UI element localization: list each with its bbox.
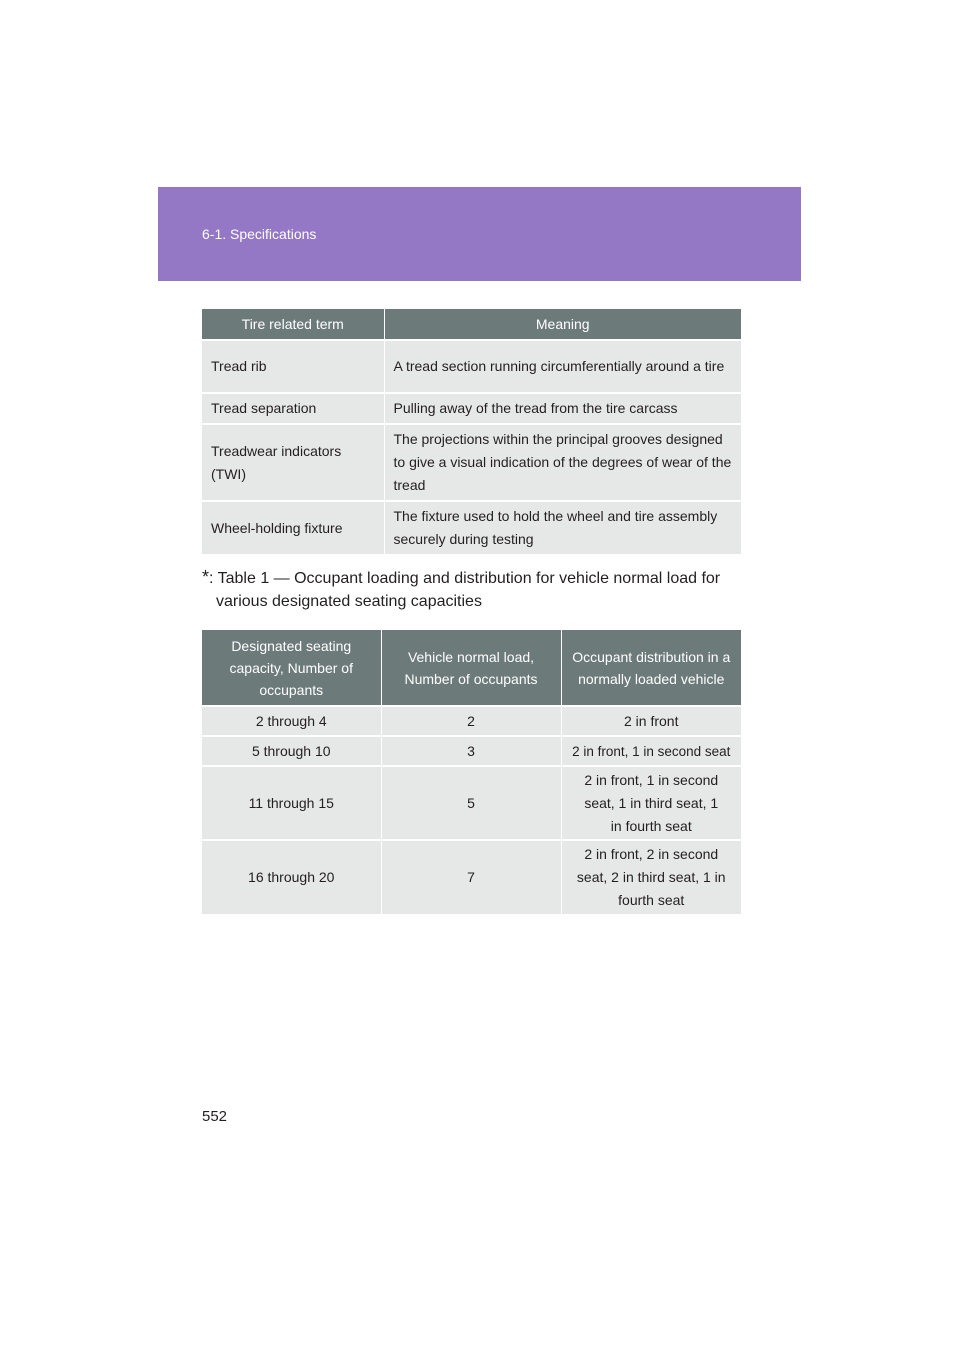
header-band	[158, 187, 801, 281]
table-row	[202, 840, 741, 914]
table-header-row	[202, 309, 741, 340]
column-header-term: Tire related term	[202, 309, 384, 340]
capacity-cell: 2 through 4	[202, 706, 381, 736]
meaning-cell: The projections within the principal grooves designed to give a visual indication of the degrees of wear of the tread	[384, 424, 741, 501]
table-row	[202, 501, 741, 554]
column-header-normal-load: Vehicle normal load, Number of occupants	[381, 630, 561, 706]
term-cell: Treadwear indicators (TWI)	[202, 424, 384, 501]
footnote-marker: *	[202, 567, 210, 587]
distribution-cell: 2 in front	[561, 706, 741, 736]
capacity-cell: 11 through 15	[202, 766, 381, 840]
section-title: 6-1. Specifications	[202, 226, 317, 242]
footnote-line-1: : Table 1 — Occupant loading and distribution for vehicle normal load for	[209, 570, 721, 587]
term-cell: Wheel-holding fixture	[202, 501, 384, 554]
term-cell: Tread rib	[202, 340, 384, 393]
table-row	[202, 340, 741, 393]
meaning-cell: A tread section running circumferentially around a tire	[384, 340, 741, 393]
term-cell: Tread separation	[202, 393, 384, 424]
page-number: 552	[202, 1108, 228, 1125]
column-header-capacity: Designated seating capacity, Number of occupants	[202, 630, 381, 706]
capacity-cell: 16 through 20	[202, 840, 381, 914]
table-header-row	[202, 630, 741, 706]
footnote	[202, 566, 742, 613]
capacity-cell: 5 through 10	[202, 736, 381, 766]
column-header-distribution: Occupant distribution in a normally loaded vehicle	[561, 630, 741, 706]
tire-terms-table	[202, 309, 741, 554]
load-cell: 3	[381, 736, 561, 766]
distribution-cell: 2 in front, 1 in second seat, 1 in third seat, 1 in fourth seat	[561, 766, 741, 840]
distribution-cell: 2 in front, 2 in second seat, 2 in third seat, 1 in fourth seat	[561, 840, 741, 914]
occupant-loading-table	[202, 630, 741, 914]
footnote-line-2: various designated seating capacities	[216, 593, 482, 610]
column-header-meaning: Meaning	[384, 309, 741, 340]
table-row	[202, 736, 741, 766]
distribution-cell: 2 in front, 1 in second seat	[561, 736, 741, 766]
load-cell: 7	[381, 840, 561, 914]
meaning-cell: The fixture used to hold the wheel and tire assembly securely during testing	[384, 501, 741, 554]
table-row	[202, 706, 741, 736]
table-row	[202, 424, 741, 501]
table-row	[202, 766, 741, 840]
meaning-cell: Pulling away of the tread from the tire carcass	[384, 393, 741, 424]
table-row	[202, 393, 741, 424]
load-cell: 5	[381, 766, 561, 840]
load-cell: 2	[381, 706, 561, 736]
